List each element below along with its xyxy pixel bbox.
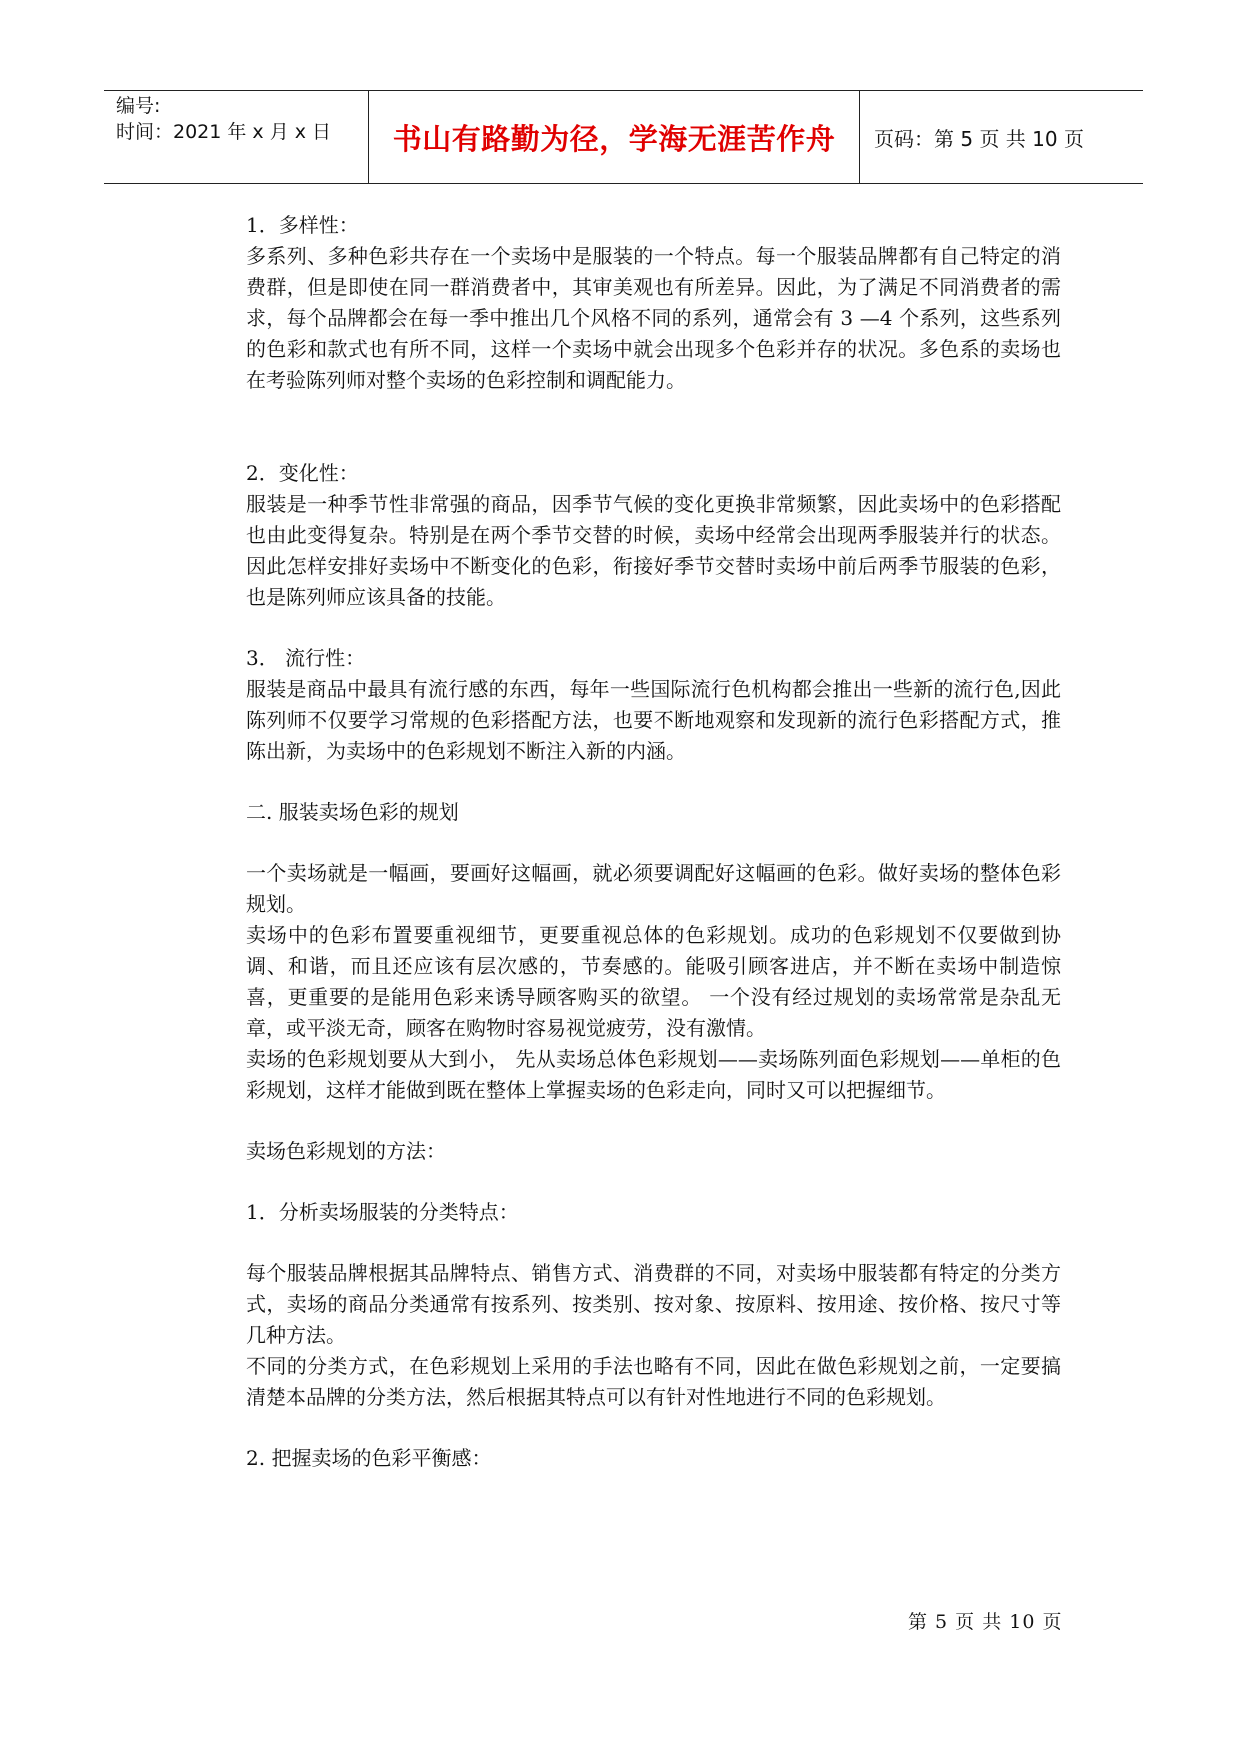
method-heading: 卖场色彩规划的方法： <box>246 1139 446 1163</box>
paragraph-variability: 服装是一种季节性非常强的商品，因季节气候的变化更换非常频繁，因此卖场中的色彩搭配也由此变得复杂。特别是在两个季节交替的时候，卖场中经常会出现两季服装并行的状态。因此怎样安排好卖场中不断变化的色彩，衔接好季节交替时卖场中前后两季节服装的色彩，也是陈列师应该具备的技能。 <box>246 492 1061 609</box>
page-header <box>104 90 1143 184</box>
method-1-paragraph-1: 每个服装品牌根据其品牌特点、销售方式、消费群的不同，对卖场中服装都有特定的分类方式，卖场的商品分类通常有按系列、按类别、按对象、按原料、按用途、按价格、按尺寸等几种方法。 <box>246 1261 1061 1347</box>
page-footer: 第 5 页 共 10 页 <box>908 1611 1063 1633</box>
section-title-variability: 2．变化性： <box>246 461 359 485</box>
section-title-trendiness: 3． 流行性： <box>246 646 366 670</box>
part-two-heading: 二. 服装卖场色彩的规划 <box>246 800 459 824</box>
document-body <box>246 210 1061 1474</box>
paragraph-diversity: 多系列、多种色彩共存在一个卖场中是服装的一个特点。每一个服装品牌都有自己特定的消费群，但是即使在同一群消费者中，其审美观也有所差异。因此，为了满足不同消费者的需求，每个品牌都会在每一季中推出几个风格不同的系列，通常会有 3 —4 个系列，这些系列的色彩和款式也有所不同，这样一个卖场中就会出现多个色彩并存的状况。多色系的卖场也在考验陈列师对整个卖场的色彩控制和调配能力。 <box>246 244 1061 392</box>
time-label: 时间：2021 年 x 月 x 日 <box>116 121 332 143</box>
paragraph-details: 卖场中的色彩布置要重视细节，更要重视总体的色彩规划。成功的色彩规划不仅要做到协调、和谐，而且还应该有层次感的，节奏感的。能吸引顾客进店，并不断在卖场中制造惊喜，更重要的是能用色彩来诱导顾客购买的欲望。 一个没有经过规划的卖场常常是杂乱无章，或平淡无奇，顾客在购物时容易视觉疲劳，没有激情。 <box>246 923 1061 1040</box>
paragraph-trendiness: 服装是商品中最具有流行感的东西，每年一些国际流行色机构都会推出一些新的流行色,因此陈列师不仅要学习常规的色彩搭配方法，也要不断地观察和发现新的流行色彩搭配方式，推陈出新，为卖场中的色彩规划不断注入新的内涵。 <box>246 677 1061 763</box>
header-meta <box>104 91 369 183</box>
method-1-paragraph-2: 不同的分类方式，在色彩规划上采用的手法也略有不同，因此在做色彩规划之前，一定要搞清楚本品牌的分类方法，然后根据其特点可以有针对性地进行不同的色彩规划。 <box>246 1354 1061 1409</box>
method-1-title: 1．分析卖场服装的分类特点： <box>246 1200 519 1224</box>
section-title-diversity: 1．多样性： <box>246 213 359 237</box>
paragraph-hierarchy: 卖场的色彩规划要从大到小， 先从卖场总体色彩规划——卖场陈列面色彩规划——单柜的色彩规划，这样才能做到既在整体上掌握卖场的色彩走向，同时又可以把握细节。 <box>246 1047 1061 1102</box>
header-motto: 书山有路勤为径，学海无涯苦作舟 <box>369 91 860 183</box>
method-2-title: 2. 把握卖场的色彩平衡感： <box>246 1446 492 1470</box>
number-label: 编号: <box>116 95 161 117</box>
header-page-label: 页码：第 5 页 共 10 页 <box>874 126 1084 151</box>
paragraph-intro: 一个卖场就是一幅画，要画好这幅画，就必须要调配好这幅画的色彩。做好卖场的整体色彩规划。 <box>246 861 1061 916</box>
